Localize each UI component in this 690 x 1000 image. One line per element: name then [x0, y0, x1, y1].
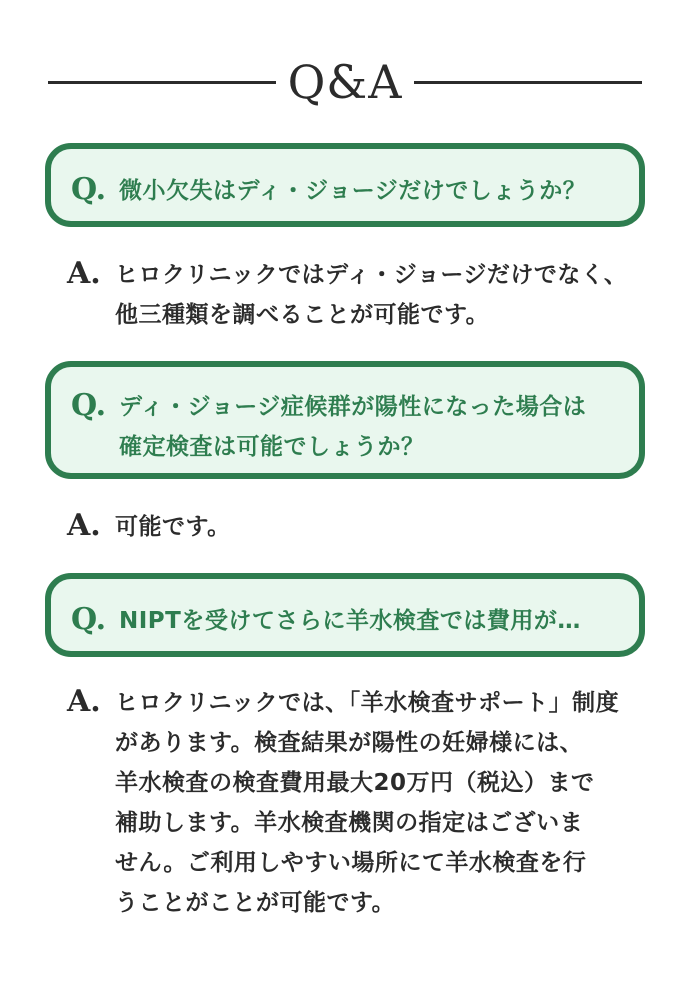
page-title: Q&A — [287, 55, 403, 109]
heading-divider-right — [414, 81, 642, 84]
answer-line: 他三種類を調べることが可能です。 — [115, 302, 490, 328]
answer-line: 可能です。 — [115, 514, 231, 540]
question-text-1 — [119, 171, 586, 211]
answer-marker: A. — [67, 684, 101, 719]
answer-marker: A. — [67, 508, 101, 543]
answer-line: があります。検査結果が陽性の妊婦様には、 — [115, 730, 584, 756]
answer-text-3 — [115, 683, 645, 923]
heading-divider-left — [48, 81, 276, 84]
answer-3 — [45, 683, 645, 923]
qa-heading — [48, 52, 642, 112]
question-line: NIPTを受けてさらに羊水検査では費用が… — [119, 608, 581, 634]
answer-line: 羊水検査の検査費用最大20万円（税込）まで — [115, 770, 595, 796]
question-line: ディ・ジョージ症候群が陽性になった場合は — [119, 394, 587, 420]
question-marker: Q. — [71, 388, 107, 423]
answer-line: ヒロクリニックでは、「羊水検査サポート」制度 — [115, 690, 620, 716]
answer-line: ヒロクリニックではディ・ジョージだけでなく、 — [115, 262, 628, 288]
question-line: 確定検査は可能でしょうか？ — [119, 434, 425, 460]
question-box-1 — [45, 143, 645, 227]
answer-line: 補助します。羊水検査機関の指定はございま — [115, 810, 584, 836]
qa-list — [45, 143, 645, 923]
question-line: 微小欠失はディ・ジョージだけでしょうか？ — [119, 178, 587, 204]
answer-1 — [45, 255, 645, 335]
question-marker: Q. — [71, 602, 107, 637]
question-box-3 — [45, 573, 645, 657]
question-marker: Q. — [71, 172, 107, 207]
question-text-2 — [119, 387, 586, 467]
answer-line: うことがことが可能です。 — [115, 890, 396, 916]
answer-line: せん。ご利用しやすい場所にて羊水検査を行 — [115, 850, 587, 876]
answer-marker: A. — [67, 256, 101, 291]
question-text-3 — [119, 601, 581, 641]
question-box-2 — [45, 361, 645, 479]
answer-text-1 — [115, 255, 645, 335]
answer-2 — [45, 507, 645, 547]
answer-text-2 — [115, 507, 645, 547]
